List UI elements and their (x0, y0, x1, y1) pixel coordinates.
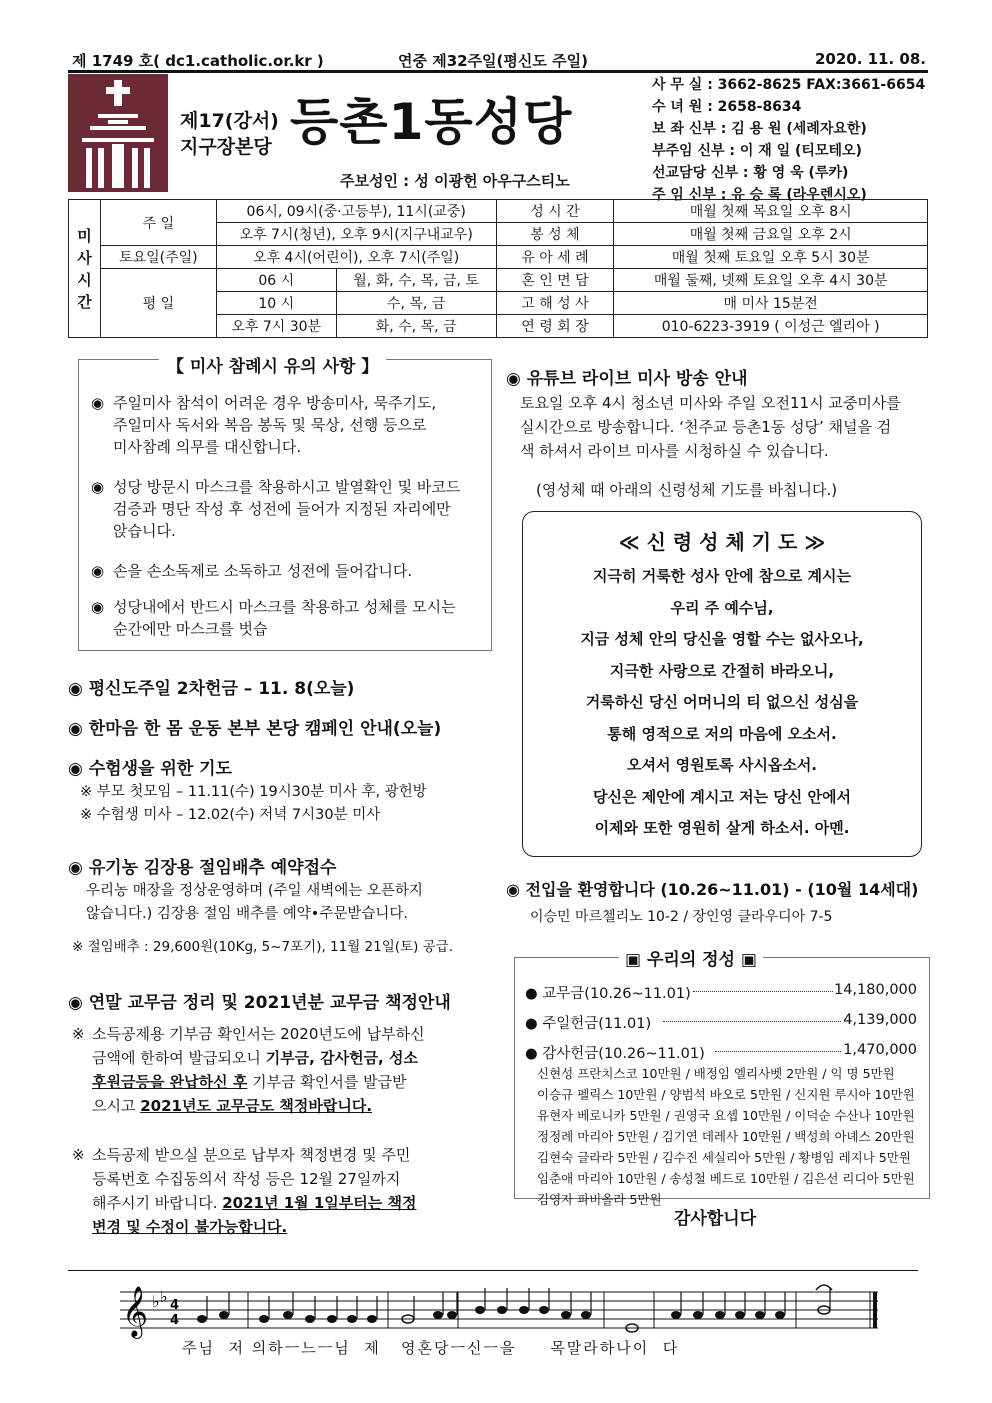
schedule-value: 매월 둘째, 넷째 토요일 오후 4시 30분 (614, 269, 928, 292)
guideline-item: ◉ 손을 손소독제로 소독하고 성전에 들어갑니다. (91, 562, 413, 580)
svg-text:𝄞: 𝄞 (122, 1286, 149, 1337)
exam-prayer-line: ※ 부모 첫모임 – 11.11(수) 19시30분 미사 후, 광헌방 (80, 784, 427, 800)
svg-text:4: 4 (170, 1313, 180, 1328)
youtube-line: 실시간으로 방송합니다. ‘천주교 등촌1동 성당’ 채널을 검 (520, 418, 892, 436)
church-building-icon (68, 74, 168, 192)
section-divider (68, 1270, 918, 1271)
guidelines-title: 【 미사 참례시 유의 사항 】 (159, 352, 386, 377)
office-line: 보 좌 신부 : 김 용 원 (세례자요한) (652, 121, 867, 137)
issue-header-bar (68, 50, 928, 73)
region-label: 제17(강서) 지구장본당 (180, 110, 279, 158)
weekday-time: 10 시 (216, 292, 336, 315)
prayer-line: 통해 영적으로 저의 마음에 오소서. (607, 724, 837, 743)
sunday-label: 주 일 (100, 200, 216, 246)
schedule-key: 고 해 성 사 (496, 292, 614, 315)
schedule-value: 매월 첫째 토요일 오후 5시 30분 (614, 246, 928, 269)
office-line: 수 녀 원 : 2658-8634 (652, 99, 802, 115)
music-staff (120, 1282, 880, 1340)
note-mark: ※ (72, 1146, 85, 1164)
bullet-icon: ◉ (91, 562, 105, 580)
prayer-title: ≪ 신 령 성 체 기 도 ≫ (618, 530, 826, 554)
youtube-live-title: ◉ 유튜브 라이브 미사 방송 안내 (506, 369, 748, 389)
prayer-line: 우리 주 예수님, (670, 598, 774, 617)
issue-number: 제 1749 호( dc1.catholic.or.kr ) (72, 52, 324, 70)
schedule-value: 매월 첫째 금요일 오후 2시 (614, 223, 928, 246)
weekday-label: 평 일 (100, 269, 216, 338)
office-line: 주 임 신부 : 유 승 록 (라우렌시오) (652, 187, 867, 203)
thanks-label: 감사합니다 (674, 1209, 757, 1229)
mass-schedule-table (68, 199, 928, 338)
office-line: 부주임 신부 : 이 재 일 (티모테오) (652, 143, 862, 159)
tithe-paragraph-1: ※ 소득공제용 기부금 확인서는 2020년도에 납부하신 금액에 한하여 발급되오니 기부금, 감사헌금, 성소 후원금등을 완납하신 후 기부금 확인서를 발급받 으시고 2021년도 교무금도 책정바랍니다. (72, 1022, 492, 1118)
youtube-line: 토요일 오후 4시 청소년 미사와 주일 오전11시 교중미사를 (520, 394, 901, 412)
weekday-days: 월, 화, 수, 목, 금, 토 (336, 269, 496, 292)
schedule-key: 유 아 세 례 (496, 246, 614, 269)
welcome-names: 이승민 마르첼리노 10-2 / 장인영 클라우디아 7-5 (530, 909, 833, 925)
guideline-item: ◉ 주일미사 참석이 어려운 경우 방송미사, 묵주기도, 주일미사 독서와 복음 봉독 및 묵상, 선행 등으로 미사참례 의무를 대신합니다. (91, 394, 437, 456)
church-logo (68, 74, 168, 192)
campaign-notice: ◉ 한마음 한 몸 운동 본부 본당 캠페인 안내(오늘) (68, 719, 442, 739)
weekday-time: 오후 7시 30분 (216, 315, 336, 338)
prayer-intro: (영성체 때 아래의 신령성체 기도를 바칩니다.) (536, 481, 838, 499)
weekday-days: 화, 수, 목, 금 (336, 315, 496, 338)
tithe-notice-title: ◉ 연말 교무금 정리 및 2021년분 교무금 책정안내 (68, 993, 451, 1013)
mass-side-label: 미 사 시 간 (69, 200, 101, 338)
bullet-icon: ◉ (91, 394, 105, 412)
second-collection-notice: ◉ 평신도주일 2차헌금 – 11. 8(오늘) (68, 679, 355, 699)
tithe-paragraph-2: ※ 소득공제 받으실 분으로 납부자 책정변경 및 주민 등록번호 수집동의서 작성 등은 12월 27일까지 해주시기 바랍니다. 2021년 1월 1일부터는 책정 변경 및 수정이 불가능합니다. (72, 1143, 492, 1239)
prayer-line: 당신은 제안에 계시고 저는 당신 안에서 (593, 787, 851, 806)
schedule-key: 성 시 간 (496, 200, 614, 223)
guideline-item: ◉ 성당 방문시 마스크를 착용하시고 발열확인 및 바코드 검증과 명단 작성 후 성전에 들어가 지정된 자리에만 앉습니다. (91, 478, 461, 540)
schedule-key: 연 령 회 장 (496, 315, 614, 338)
prayer-line: 지극히 거룩한 성사 안에 참으로 계시는 (593, 567, 851, 585)
offering-box: ▣ 우리의 정성 ▣ ● 교무금(10.26~11.01) 14,180,000 ● 주일헌금(11.01) 4,139,000 ● 감사헌금(10.26~11.01) 1,470,000 신현성 프란치스코 10만원 / 배정임 엘리사벳 2만원 / 익 명 5만원 이승규 펠릭스 10만원 / 양범석 바오로 5만원 / 신지원 루시아 10만원 유현자 베로니카 5만원 / 권영국 요셉 10만원 / 이덕순 수산나 10만원 정정례 마리아 5만원 / 김기연 데레사 10만원 / 백성희 아녜스 20만원 김현숙 글라라 5만원 / 김수진 세실리아 5만원 / 황병임 레지나 5만원 임춘애 마리아 10만원 / 송성철 베드로 10만원 / 김은선 리디아 5만원 김영자 파비올라 5만원 (514, 957, 930, 1199)
kimchi-line: 우리농 매장을 정상운영하며 (주일 새벽에는 오픈하지 (86, 883, 423, 899)
sunday-times-2: 오후 7시(청년), 오후 9시(지구내교우) (216, 223, 496, 246)
weekday-time: 06 시 (216, 269, 336, 292)
kimchi-line: ※ 절임배추 : 29,600원(10Kg, 5~7포기), 11월 21일(토) 공급. (72, 939, 454, 955)
issue-date: 2020. 11. 08. (814, 50, 926, 68)
prayer-line: 거룩하신 당신 어머니의 티 없으신 성심을 (585, 693, 859, 711)
svg-text:♭: ♭ (152, 1292, 160, 1311)
exam-prayer-title: ◉ 수험생을 위한 기도 (68, 759, 232, 779)
liturgical-day: 연중 제32주일(평신도 주일) (398, 52, 588, 70)
weekday-days: 수, 목, 금 (336, 292, 496, 315)
spiritual-communion-prayer (522, 511, 922, 857)
bullet-icon: ◉ (91, 598, 105, 616)
offering-title: ▣ 우리의 정성 ▣ (619, 945, 763, 970)
saturday-times: 오후 4시(어린이), 오후 7시(주일) (216, 246, 496, 269)
guideline-item: ◉ 성당내에서 반드시 마스크를 착용하고 성체를 모시는 순간에만 마스크를 벗습 (91, 598, 456, 638)
church-name: 등촌1동성당 (290, 93, 573, 151)
welcome-new-members-title: ◉ 전입을 환영합니다 (10.26~11.01) - (10월 14세대) (506, 880, 919, 899)
schedule-value: 매 미사 15분전 (614, 292, 928, 315)
donor-list: 신현성 프란치스코 10만원 / 배정임 엘리사벳 2만원 / 익 명 5만원 이승규 펠릭스 10만원 / 양범석 바오로 5만원 / 신지원 루시아 10만원 유현자 베로니카 5만원 / 권영국 요셉 10만원 / 이덕순 수산나 10만원 정정례 마리아 5만원 / 김기연 데레사 10만원 / 백성희 아녜스 20만원 김현숙 글라라 5만원 / 김수진 세실리아 5만원 / 황병임 레지나 5만원 임춘애 마리아 10만원 / 송성철 베드로 10만원 / 김은선 리디아 5만원 김영자 파비올라 5만원 (537, 1066, 915, 1207)
music-notation-icon (120, 1282, 880, 1340)
schedule-value: 매월 첫째 목요일 오후 8시 (614, 200, 928, 223)
note-mark: ※ (72, 1025, 85, 1043)
schedule-key: 봉 성 체 (496, 223, 614, 246)
office-line: 사 무 실 : 3662-8625 FAX:3661-6654 (652, 77, 926, 93)
schedule-value: 010-6223-3919 ( 이성근 엘리아 ) (614, 315, 928, 338)
mass-guidelines-box (78, 359, 492, 651)
prayer-line: 지극한 사랑으로 간절히 바라오니, (609, 661, 835, 680)
kimchi-line: 않습니다.) 김장용 절임 배추를 예약•주문받습니다. (86, 906, 409, 922)
exam-prayer-line: ※ 수험생 미사 – 12.02(수) 저녁 7시30분 미사 (80, 807, 381, 823)
svg-text:4: 4 (170, 1298, 180, 1313)
patron-saint: 주보성인 : 성 이광헌 아우구스티노 (340, 172, 570, 190)
schedule-key: 혼 인 면 담 (496, 269, 614, 292)
bullet-icon: ◉ (91, 478, 105, 496)
prayer-line: 오셔서 영원토록 사시옵소서. (626, 756, 818, 774)
office-line: 선교담당 신부 : 황 영 욱 (루카) (652, 165, 849, 181)
prayer-line: 이제와 또한 영원히 살게 하소서. 아멘. (594, 819, 850, 837)
sunday-times-1: 06시, 09시(중·고등부), 11시(교중) (216, 200, 496, 223)
hymn-lyrics: 주님 저 의하ㅡ느ㅡ님 제 영혼당ㅡ신ㅡ을 목말라하나이 다 (182, 1339, 680, 1357)
kimchi-cabbage-title: ◉ 유기농 김장용 절임배추 예약접수 (68, 858, 337, 878)
saturday-label: 토요일(주일) (100, 246, 216, 269)
office-contacts (652, 74, 925, 206)
svg-text:♭: ♭ (160, 1287, 168, 1306)
youtube-line: 색 하셔서 라이브 미사를 시청하실 수 있습니다. (520, 442, 829, 460)
prayer-line: 지금 성체 안의 당신을 영할 수는 없사오나, (580, 630, 864, 648)
